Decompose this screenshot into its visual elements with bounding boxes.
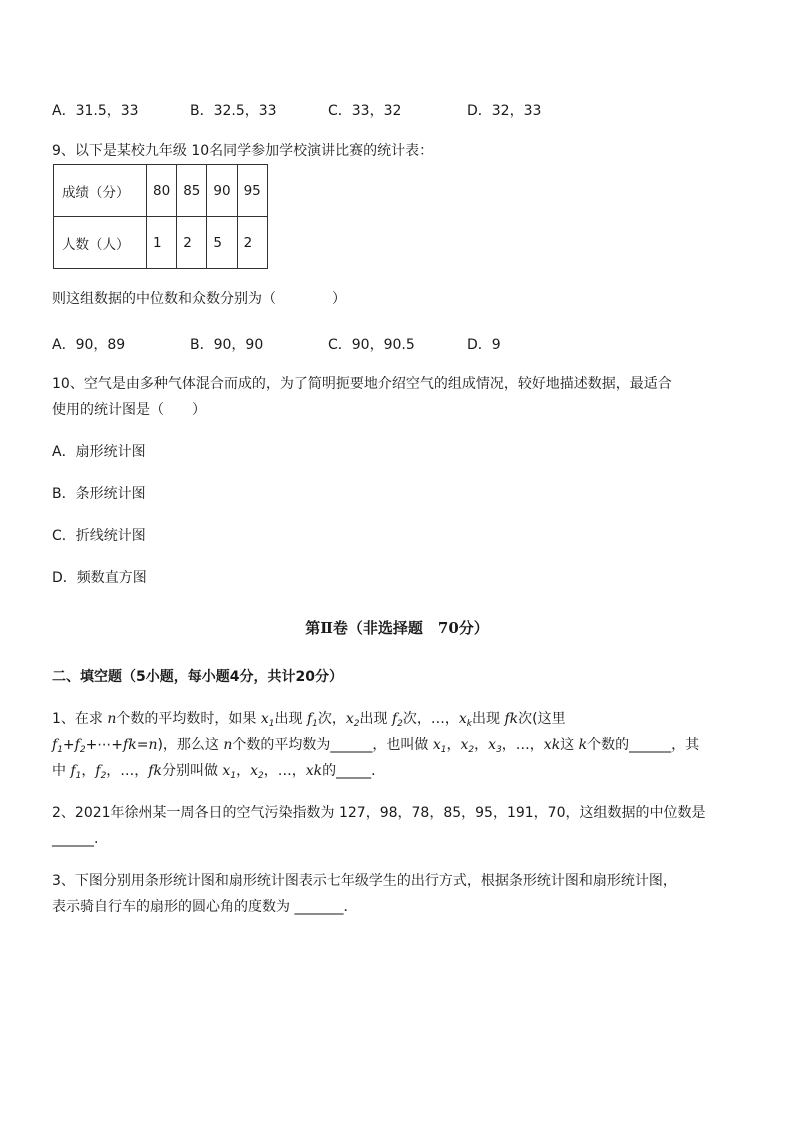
q8-options <box>52 100 692 120</box>
q9-option-d[interactable]: D．9 <box>467 337 501 353</box>
table-cell: 95 <box>237 165 267 217</box>
table-cell: 90 <box>207 165 237 217</box>
table-row <box>54 165 268 217</box>
q9-stem: 9、以下是某校九年级 10名同学参加学校演讲比赛的统计表： <box>52 143 434 159</box>
q10-stem-line1: 10、空气是由多种气体混合而成的，为了简明扼要地介绍空气的组成情况，较好地描述数据，最适合 <box>52 376 672 392</box>
fill1-line2: $f_1+f_2+\cdots+fk=n$)，那么这 n个数的平均数为______，也叫做 $x_1$，$x_2$，$x_3$，…，xk这 k个数的______，其 <box>52 737 700 755</box>
q10-option-b[interactable]: B．条形统计图 <box>52 486 146 502</box>
table-cell: 80 <box>147 165 177 217</box>
fill-section-heading: 二、填空题（5小题，每小题4分，共计20分） <box>52 669 343 685</box>
table-cell: 2 <box>237 217 267 269</box>
q8-option-d[interactable]: D．32，33 <box>467 103 542 119</box>
fill2-line2: ______. <box>52 831 99 847</box>
table-cell: 1 <box>147 217 177 269</box>
q10-option-c[interactable]: C．折线统计图 <box>52 528 146 544</box>
q9-options <box>52 334 692 354</box>
table-cell: 5 <box>207 217 237 269</box>
table-cell: 85 <box>177 165 207 217</box>
fill3-line1: 3、下图分别用条形统计图和扇形统计图表示七年级学生的出行方式，根据条形统计图和扇形统计图， <box>52 873 677 889</box>
fill1-line1: 1、在求 n个数的平均数时，如果 $x_1$出现 $f_1$次，$x_2$出现 $f_2$次，…，$x_k$出现 fk次(这里 <box>52 711 566 729</box>
q10-option-d[interactable]: D．频数直方图 <box>52 570 147 586</box>
fill3-line2: 表示骑自行车的扇形的圆心角的度数为 _______． <box>52 899 358 915</box>
q9-option-c[interactable]: C．90，90.5 <box>328 337 415 353</box>
table-cell: 2 <box>177 217 207 269</box>
fill1-line3: 中 $f_1$，$f_2$，…，fk分别叫做 $x_1$，$x_2$，…，xk的_____． <box>52 763 386 781</box>
fill2-line1: 2、2021年徐州某一周各日的空气污染指数为 127，98，78，85，95，191，70，这组数据的中位数是 <box>52 805 706 821</box>
q8-option-a[interactable]: A．31.5，33 <box>52 103 139 119</box>
table-header-score: 成绩（分） <box>54 165 147 217</box>
part2-title: 第Ⅱ卷（非选择题 70分） <box>305 619 489 637</box>
q9-option-b[interactable]: B．90，90 <box>190 337 264 353</box>
q9-question: 则这组数据的中位数和众数分别为（ ） <box>52 291 346 307</box>
q10-stem-line2: 使用的统计图是（ ） <box>52 402 206 418</box>
q8-option-c[interactable]: C．33，32 <box>328 103 402 119</box>
table-row <box>54 217 268 269</box>
q8-option-b[interactable]: B．32.5，33 <box>190 103 277 119</box>
q10-option-a[interactable]: A．扇形统计图 <box>52 444 146 460</box>
score-table <box>53 164 268 269</box>
q9-option-a[interactable]: A．90，89 <box>52 337 126 353</box>
table-header-count: 人数（人） <box>54 217 147 269</box>
